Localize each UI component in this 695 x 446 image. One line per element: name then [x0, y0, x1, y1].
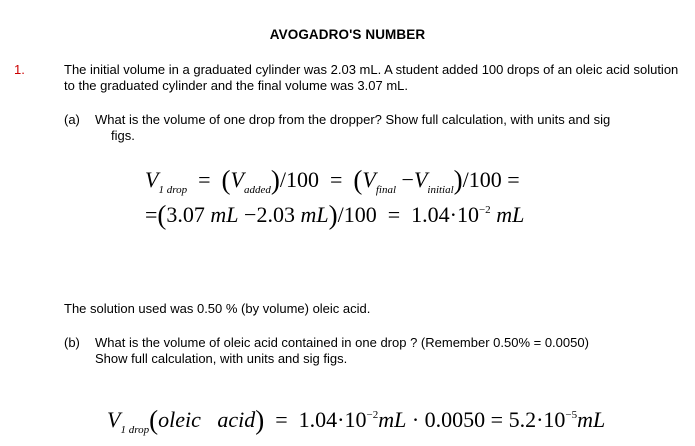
eq2-203: 2.03 [256, 202, 295, 227]
part-b-line1: What is the volume of oleic acid contained in one drop ? (Remember 0.50% = 0.0050) [95, 335, 589, 350]
eq2-lead: = [145, 202, 158, 227]
eq2-307: 3.07 [166, 202, 205, 227]
eq1-sub-initial: initial [427, 184, 454, 196]
eq1-sub-added: added [243, 184, 271, 196]
equation-oleic-volume [107, 405, 605, 436]
eq1-v-added: V [230, 167, 244, 192]
eq1-v: V [145, 167, 159, 192]
eq2-result: 1.04·10 [411, 202, 479, 227]
part-a-question [95, 112, 687, 143]
eq1-sub-final: final [375, 184, 397, 196]
eq3-exp1: −2 [366, 409, 379, 421]
eq3-sub-1drop: 1 drop [120, 424, 150, 436]
eq3-mult: · 0.0050 = [411, 407, 504, 432]
eq3-acid: acid [217, 407, 256, 432]
eq3-equals: = [275, 407, 288, 432]
part-a-line1: What is the volume of one drop from the dropper? Show full calculation, with units and sig [95, 112, 611, 127]
eq3-unit2: mL [577, 407, 606, 432]
solution-note: The solution used was 0.50 % (by volume) oleic acid. [64, 301, 371, 316]
eq1-equals-2: = [329, 167, 343, 192]
part-a-line2: figs. [111, 127, 135, 143]
equation-drop-volume-numeric [145, 200, 524, 231]
eq1-v-initial: V [413, 167, 428, 192]
eq2-paren-open: ( [157, 200, 167, 230]
eq3-exp2: −5 [565, 409, 578, 421]
eq3-oleic: oleic [158, 407, 201, 432]
eq3-paren-close: ) [255, 405, 265, 435]
eq1-paren-close: ) [270, 165, 280, 195]
part-b-question [95, 335, 687, 366]
eq2-exp: −2 [478, 204, 491, 216]
eq1-div100: /100 [279, 167, 319, 192]
eq2-equals: = [387, 202, 401, 227]
eq1-div100-eq: /100 = [462, 167, 520, 192]
document-title: AVOGADRO'S NUMBER [269, 27, 426, 42]
part-b-label: (b) [64, 335, 80, 350]
eq2-div100: /100 [337, 202, 377, 227]
part-a-label: (a) [64, 112, 80, 127]
eq3-unit1: mL [378, 407, 407, 432]
eq2-paren-close: ) [328, 200, 338, 230]
eq2-minus: − [244, 202, 257, 227]
eq1-minus: − [401, 167, 414, 192]
eq3-val2: 5.2·10 [508, 407, 566, 432]
eq3-v: V [107, 407, 121, 432]
eq3-val1: 1.04·10 [298, 407, 367, 432]
eq2-ml1: mL [210, 202, 239, 227]
eq1-equals: = [198, 167, 211, 192]
eq1-v-final: V [362, 167, 376, 192]
eq1-paren-open: ( [221, 165, 231, 195]
eq2-ml2: mL [300, 202, 329, 227]
question-number: 1. [14, 62, 25, 77]
eq2-unit: mL [496, 202, 525, 227]
eq3-paren-open: ( [149, 405, 159, 435]
question-text: The initial volume in a graduated cylinder was 2.03 mL. A student added 100 drops of an oleic acid solution to the graduated cylinder and the final volume was 3.07 mL. [64, 62, 679, 93]
part-b-line2: Show full calculation, with units and sig figs. [95, 350, 348, 366]
eq1-paren-open-2: ( [353, 165, 363, 195]
eq1-sub-1drop: 1 drop [158, 184, 188, 196]
equation-drop-volume [145, 165, 520, 196]
eq1-paren-close-2: ) [453, 165, 463, 195]
